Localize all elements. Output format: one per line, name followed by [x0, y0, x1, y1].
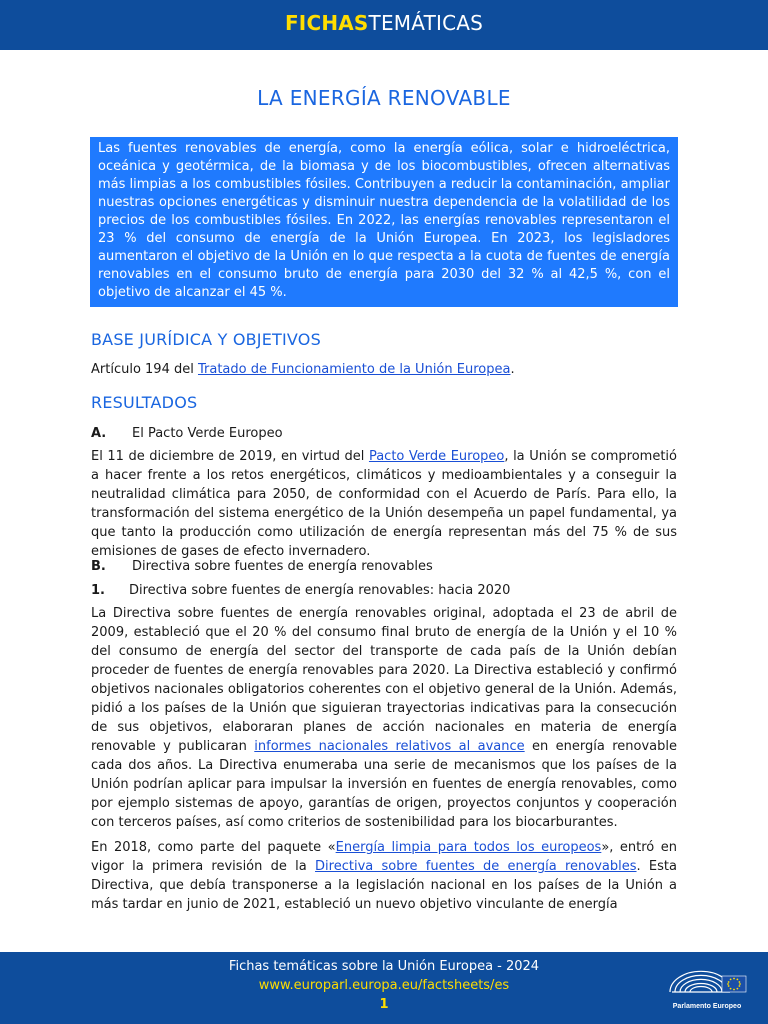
- paragraph-green-deal: [91, 447, 677, 561]
- paragraph-2018-revision: [91, 838, 677, 914]
- header-title-bold: FICHAS: [284, 11, 369, 35]
- revision-text-3: . Esta Directiva, que debía transponerse a la legislación nacional en los países de la Unión a más tardar en junio de 2021, estableció un nuevo objetivo vinculante de energía: [91, 859, 677, 912]
- results-heading: RESULTADOS: [91, 393, 198, 412]
- page-header: [0, 0, 768, 50]
- header-title-light: TEMÁTICAS: [368, 11, 484, 35]
- legal-basis-heading: BASE JURÍDICA Y OBJETIVOS: [91, 330, 321, 349]
- revision-text-1: En 2018, como parte del paquete «: [91, 840, 336, 855]
- summary-box: Las fuentes renovables de energía, como la energía eólica, solar e hidroeléctrica, oceánica y geotérmica, de la biomasa y de los biocombustibles, ofrecen alternativas más limpias a los combustibles fósiles. Contribuyen a reducir la contaminación, ampliar nuestras opciones energéticas y disminuir nuestra dependencia de la volatilidad de los precios de los combustibles fósiles. En 2022, las energías renovables representaron el 23 % del consumo de energía de la Unión Europea. En 2023, los legisladores aumentaron el objetivo de la Unión en lo que respecta a la cuota de fuentes de energía renovables en el consumo bruto de energía para 2030 del 32 % al 42,5 %, con el objetivo de alcanzar el 45 %.: [90, 137, 678, 307]
- header-title: [285, 11, 483, 35]
- footer-url[interactable]: www.europarl.europa.eu/factsheets/es: [258, 978, 510, 993]
- footer-text: [0, 957, 768, 1014]
- section-1-label: 1.: [91, 583, 105, 598]
- paragraph-directive-2020: [91, 604, 677, 832]
- page-footer: [0, 952, 768, 1024]
- section-1-heading: [91, 581, 677, 600]
- footer-title: Fichas temáticas sobre la Unión Europea - 2024: [228, 959, 540, 974]
- progress-reports-link[interactable]: informes nacionales relativos al avance: [254, 739, 525, 754]
- section-1-title: Directiva sobre fuentes de energía renovables: hacia 2020: [129, 583, 511, 598]
- logo-caption: Parlamento Europeo: [672, 1003, 742, 1010]
- green-deal-text-2: , la Unión se comprometió a hacer frente a los retos energéticos, climáticos y medioambientales y a conseguir la neutralidad climática para 2050, de conformidad con el Acuerdo de París. Para ello, la transformación del sistema energético de la Unión desempeña un papel fundamental, ya que tanto la producción como utilización de energía representan más del 75 % de sus emisiones de gases de efecto invernadero.: [91, 449, 677, 559]
- page-title: LA ENERGÍA RENOVABLE: [257, 86, 511, 110]
- hemicycle-icon: [662, 962, 752, 1002]
- section-b-title: Directiva sobre fuentes de energía renovables: [132, 559, 433, 574]
- section-b-label: B.: [91, 559, 106, 574]
- green-deal-text-1: El 11 de diciembre de 2019, en virtud del: [91, 449, 369, 464]
- section-b-heading: [91, 557, 677, 576]
- legal-basis-text: [91, 360, 677, 379]
- revision-text-2: », entró en vigor la primera revisión de la: [91, 840, 677, 874]
- directive-2020-text-1: La Directiva sobre fuentes de energía renovables original, adoptada el 23 de abril de 2009, estableció que el 20 % del consumo final bruto de energía de la Unión y el 10 % del consumo de energía del sector del transporte de cada país de la Unión debían proceder de fuentes de energía renovables para 2020. La Directiva estableció y confirmó objetivos nacionales obligatorios coherentes con el objetivo general de la Unión. Además, pidió a los países de la Unión que siguieran trayectorias indicativas para la consecución de sus objetivos, elaboraran planes de acción nacionales en materia de energía renovable y publicaran: [91, 606, 677, 754]
- renewables-directive-link[interactable]: Directiva sobre fuentes de energía renovables: [315, 859, 637, 874]
- section-a-title: El Pacto Verde Europeo: [132, 426, 283, 441]
- treaty-link[interactable]: Tratado de Funcionamiento de la Unión Europea: [197, 362, 511, 377]
- directive-2020-text-2: en energía renovable cada dos años. La Directiva enumeraba una serie de mecanismos que los países de la Unión podrían aplicar para impulsar la inversión en fuentes de energía renovables, como por ejemplo sistemas de apoyo, garantías de origen, proyectos conjuntos y cooperación con terceros países, así como criterios de sostenibilidad para los biocarburantes.: [91, 739, 678, 830]
- page-number: 1: [379, 997, 389, 1012]
- clean-energy-link[interactable]: Energía limpia para todos los europeos: [335, 840, 602, 855]
- legal-basis-prefix: Artículo 194 del: [91, 362, 198, 377]
- section-a-label: A.: [91, 426, 107, 441]
- section-a-heading: [91, 424, 677, 443]
- green-deal-link[interactable]: Pacto Verde Europeo: [368, 449, 505, 464]
- legal-basis-suffix: .: [510, 362, 515, 377]
- european-parliament-logo: [662, 962, 752, 1018]
